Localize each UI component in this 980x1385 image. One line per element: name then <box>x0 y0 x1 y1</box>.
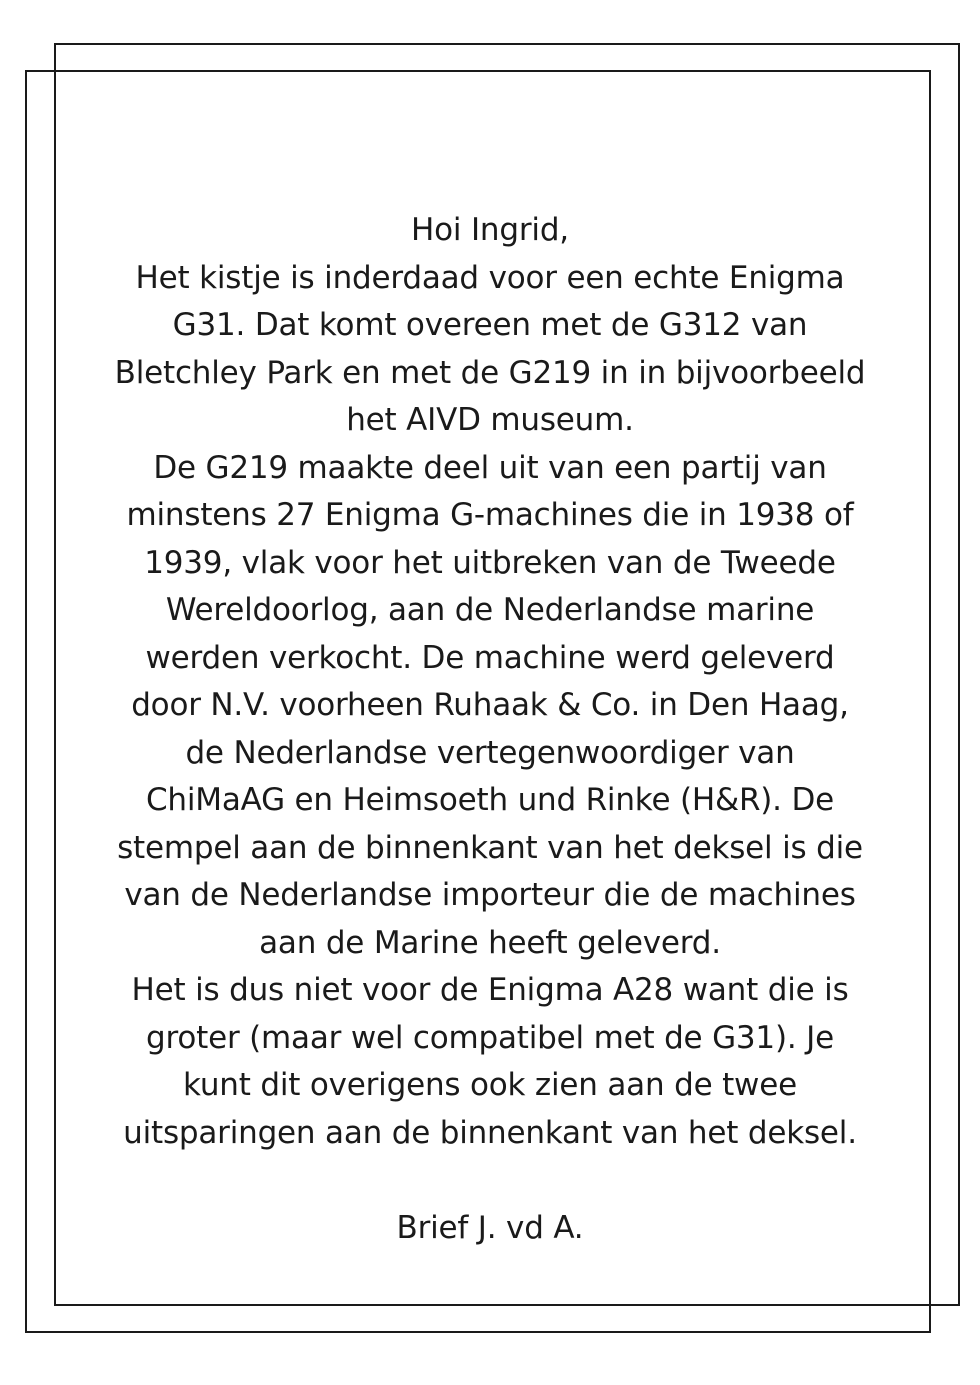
paragraph-1-line: Bletchley Park en met de G219 in in bijvoorbeeld <box>114 354 866 391</box>
paragraph-2-line: ChiMaAG en Heimsoeth und Rinke (H&R). De <box>145 782 835 818</box>
paragraph-2-line: 1939, vlak voor het uitbreken van de Tweede <box>144 544 836 581</box>
paragraph-2-line: van de Nederlandse importeur die de machines <box>124 877 856 913</box>
paragraph-2-line: De G219 maakte deel uit van een partij van <box>153 449 827 486</box>
paragraph-1-line: G31. Dat komt overeen met de G312 van <box>172 307 808 343</box>
paragraph-3-line: groter (maar wel compatibel met de G31). Je <box>146 1019 834 1056</box>
paragraph-3 <box>70 967 910 1157</box>
paragraph-1-line: Het kistje is inderdaad voor een echte Enigma <box>135 259 845 296</box>
paragraph-2-line: aan de Marine heeft geleverd. <box>259 924 721 961</box>
paragraph-2-line: Wereldoorlog, aan de Nederlandse marine <box>165 592 815 628</box>
greeting: Hoi Ingrid, <box>411 212 569 248</box>
paragraph-1-line: het AIVD museum. <box>346 402 634 438</box>
paragraph-3-line: kunt dit overigens ook zien aan de twee <box>183 1067 797 1103</box>
paragraph-2-line: werden verkocht. De machine werd geleverd <box>145 639 835 676</box>
paragraph-2-line: door N.V. voorheen Ruhaak & Co. in Den Haag, <box>131 687 849 723</box>
paragraph-3-line: uitsparingen aan de binnenkant van het deksel. <box>123 1114 857 1151</box>
letter-body <box>70 207 910 1252</box>
paragraph-2 <box>70 445 910 968</box>
paragraph-2-line: stempel aan de binnenkant van het deksel is die <box>117 829 863 866</box>
paragraph-2-line: minstens 27 Enigma G-machines die in 1938 of <box>126 497 854 533</box>
blank-line <box>70 1157 910 1205</box>
signature: Brief J. vd A. <box>396 1209 584 1246</box>
paragraph-3-line: Het is dus niet voor de Enigma A28 want die is <box>131 972 849 1008</box>
paragraph-2-line: de Nederlandse vertegenwoordiger van <box>185 734 795 771</box>
paragraph-1 <box>70 255 910 445</box>
